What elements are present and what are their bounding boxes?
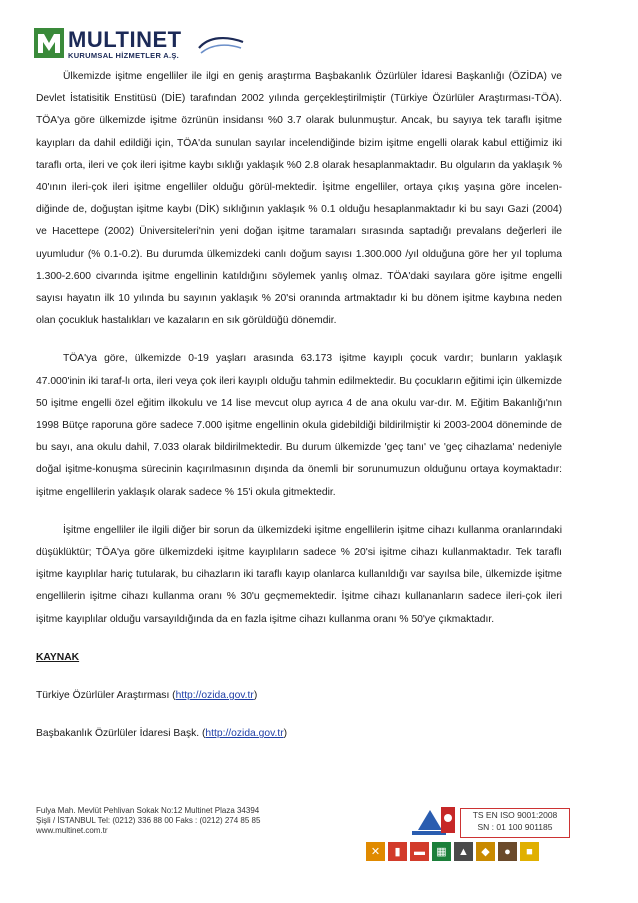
footer-address: Fulya Mah. Mevlüt Pehlivan Sokak No:12 Multinet Plaza 34394 — [36, 806, 260, 815]
multinet-logo — [34, 28, 224, 62]
paragraph-3: İşitme engelliler ile ilgili diğer bir sorun da ülkemizdeki işitme engellilerin işitme cihazı kullanma oranlarındaki düşüklüktür; TÖA'ya göre ülkemizdeki işitme kayıplıların sadece % 20'si işitme cihazı kullanmaktadır. Tek taraflı işitme kayıplılar hariç tutularak, bu cihazların iki taraflı kayıp olanlarca kullanıldığı var sayılsa bile, ülkemizde işitme engellilerin işitme cihazı kullanma oranı % 30'u geçmemektedir. İşitme cihazı kullananların sadece ileri-çok ileri işitme kayıplılar olduğu varsayıldığında da en fazla işitme cihazı kullanma oranı % 50'ye çıkmaktadır. — [36, 524, 562, 625]
reference-link[interactable]: http://ozida.gov.tr — [205, 728, 284, 740]
paragraph-1: Ülkemizde işitme engelliler ile ilgi en geniş araştırma Başbakanlık Özürlüler İdaresi Başkanlığı (ÖZİDA) ve Devlet İstatisitik Enstitüsü (DİE) tarafından 2002 yılında gerçekleştirilmiştir (Türkiye Özürlüler Araştırması-TÖA). TÖA'ya göre ülkemizde işitme özrünün insidansı %0 3.7 olarak bulunmuştur. Ancak, bu sayıya tek taraflı işitme kayıpları da dahil edildiği için, TÖA'da sunulan sayılar incelendiğinde bizim işitme engelli olarak kabul ettiğimiz iki taraflı orta, ileri ve çok ileri işitme kaybı sıklığı yaklaşık %0 2.8 olarak hesaplanmaktadır. Bu olguların da yaklaşık % 40'ının ileri-çok ileri işitme engelliler olduğu görül-mektedir. İşitme engelliler, ortaya çıkış yaşına göre incelen-diğinde de, doğuştan işitme kaybı (DİK) sıklığının yaklaşık % 0.1 olduğu hesaplanmaktadır ki bu sayı Gazi (2004) ve Hacettepe (2002) Üniversiteleri'nin yeni doğan işitme taramaları sırasında saptadığı prevalans değerleri ile uyumludur (% 0.1-0.2). Bu durumda ülkemizdeki canlı doğum sayısı 1.300.000 /yıl olduğuna göre her yıl topluma 1.300-2.600 civarında işitme engellinin katıldığını söylemek yanlış olmaz. TÖA'daki sayılara göre işitme engelli sayısı hayatın ilk 10 yılında bu sayının yaklaşık % 20'si oranında artmaktadır ki bu dönem işitme kaybına neden olan çocukluk hastalıkları ve kazaların en sık görüldüğü dönemdir. — [36, 71, 562, 327]
bed-icon: ▬ — [410, 842, 429, 861]
multinet-group-swoosh-icon — [197, 32, 245, 60]
multinet-m-icon — [34, 28, 64, 58]
iso-certificate-badge — [460, 808, 570, 838]
fuel-pump-icon: ▮ — [388, 842, 407, 861]
reference-text: Başbakanlık Özürlüler İdaresi Başk. ( — [36, 728, 206, 740]
person-walking-icon: ▲ — [454, 842, 473, 861]
ticket-icon: ■ — [520, 842, 539, 861]
reference-suffix: ) — [253, 690, 258, 702]
reference-suffix: ) — [283, 728, 288, 740]
footer-contact — [36, 806, 260, 836]
shopping-cart-icon: ▦ — [432, 842, 451, 861]
graduation-cap-icon: ◆ — [476, 842, 495, 861]
iso-serial: SN : 01 100 901185 — [477, 822, 553, 832]
footer-phone-fax: Şişli / İSTANBUL Tel: (0212) 336 88 00 Faks : (0212) 274 85 85 — [36, 816, 261, 825]
reference-item — [36, 723, 562, 745]
coffee-cup-icon: ● — [498, 842, 517, 861]
brand-subtitle: KURUMSAL HİZMETLER A.Ş. — [68, 51, 180, 60]
document-body — [36, 66, 562, 745]
references-heading: KAYNAK — [36, 651, 80, 663]
fork-knife-icon: ✕ — [366, 842, 385, 861]
paragraph-2: TÖA'ya göre, ülkemizde 0-19 yaşları arasında 63.173 işitme kayıplı çocuk vardır; bunların yaklaşık 47.000'inin iki taraf-lı orta, ileri veya çok ileri kayıplı olduğu tahmin edilmektedir. Bu çocukların eğitimi için ülkemizde 50 işitme engelli özel eğitim ilkokulu ve 14 lise mevcut olup ayrıca 4 de ana okulu var-dır. M. Eğitim Bakanlığı'nın 1998 Bütçe raporuna göre sadece 7.000 işitme engellinin okula gidebildiği bildirilmiştir ki 2003-2004 döneminde de bu sayı, ana okulu dahil, 7.033 olarak bildirilmektedir. Bu durum ülkemizde 'geç tanı' ve 'geç cihazlama' nedeniyle doğal işitme-konuşma sürecinin kaçırılmasının dışında da önemli bir sorunumuzun olduğunu ortaya koymaktadır: işitme engellilerin yaklaşık olarak sadece % 15'i okula gitmektedir. — [36, 353, 562, 498]
service-icons-row — [366, 842, 539, 861]
footer-website: www.multinet.com.tr — [36, 826, 108, 835]
reference-text: Türkiye Özürlüler Araştırması ( — [36, 690, 176, 702]
reference-item — [36, 685, 562, 707]
reference-link[interactable]: http://ozida.gov.tr — [175, 690, 254, 702]
quality-seal-icon — [440, 806, 456, 836]
brand-name: MULTINET — [68, 27, 182, 52]
iso-standard: TS EN ISO 9001:2008 — [472, 810, 558, 820]
